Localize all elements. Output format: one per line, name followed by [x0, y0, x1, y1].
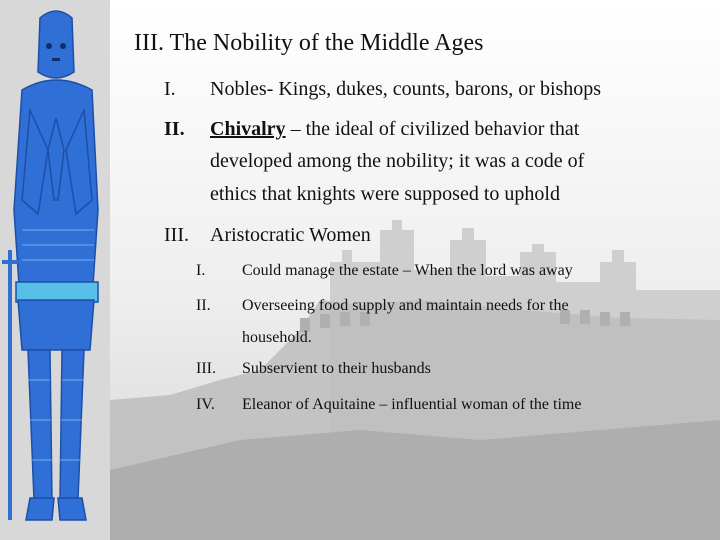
sub-item-text-line: household.: [242, 329, 312, 346]
item-text-line: – the ideal of civilized behavior that: [285, 118, 580, 140]
item-number: I.: [164, 78, 176, 100]
sub-item-number: III.: [196, 360, 216, 377]
sub-item-number: IV.: [196, 396, 215, 413]
sub-item-text: Subservient to their husbands: [242, 360, 431, 377]
sub-item-text: Overseeing food supply and maintain needs for the: [242, 297, 569, 314]
item-text-line: ethics that knights were supposed to uphold: [210, 183, 560, 205]
slide-title: III. The Nobility of the Middle Ages: [134, 30, 484, 56]
chivalry-term: Chivalry: [210, 118, 286, 140]
sub-item-number: II.: [196, 297, 211, 314]
sub-item-number: I.: [196, 262, 206, 279]
sub-item-text: Eleanor of Aquitaine – influential woman of the time: [242, 396, 582, 413]
item-text-line: developed among the nobility; it was a code of: [210, 150, 585, 172]
knight-effigy-image: [0, 0, 110, 540]
item-text: Nobles- Kings, dukes, counts, barons, or bishops: [210, 78, 602, 100]
item-text: Aristocratic Women: [210, 224, 371, 246]
item-number: III.: [164, 224, 189, 246]
item-number: II.: [164, 118, 185, 140]
item-text: [210, 118, 579, 141]
sub-item-text: Could manage the estate – When the lord was away: [242, 262, 573, 279]
